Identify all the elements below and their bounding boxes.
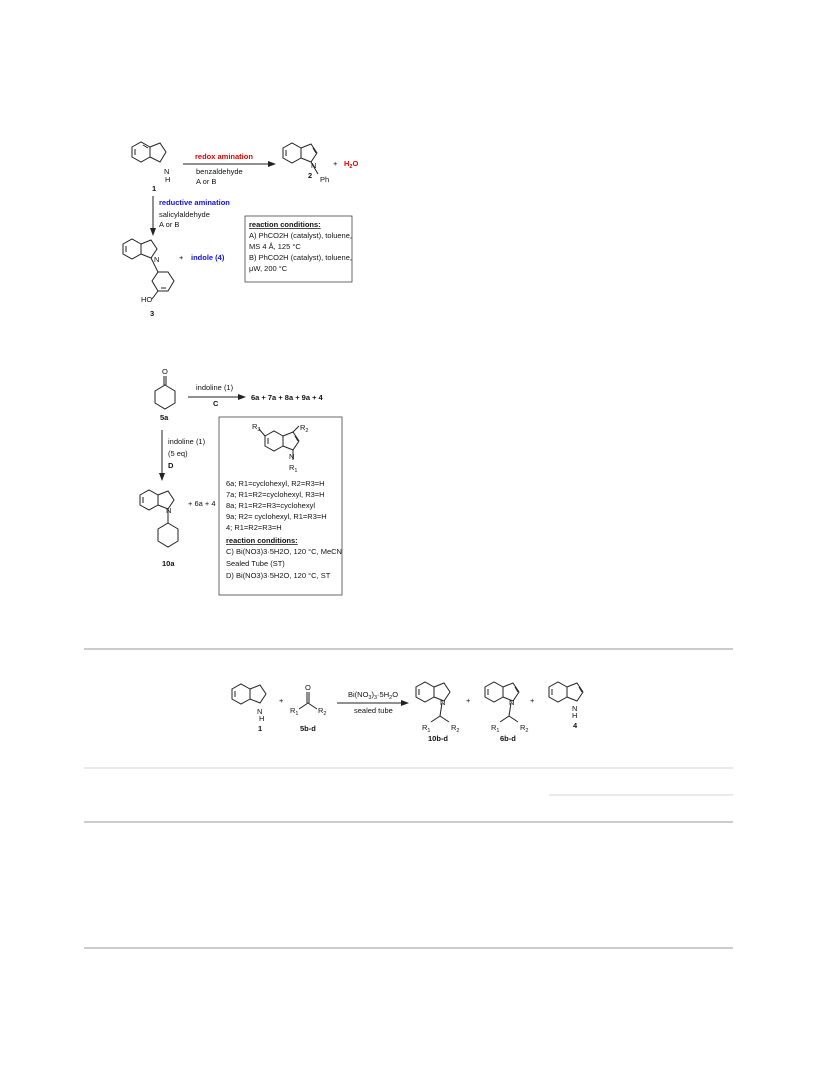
h-label-1: H <box>165 175 171 184</box>
scheme1 <box>123 142 358 318</box>
condition-d-line1: D) Bi(NO3)3·5H2O, 120 °C, ST <box>226 571 331 580</box>
arrow-c-bottom: C <box>213 399 219 408</box>
s3-r2-label: $R_2$ <box>318 706 327 717</box>
cyclohexanone-structure <box>155 376 175 409</box>
s3-condition: sealed tube <box>354 706 393 715</box>
indole-4-structure <box>549 682 583 702</box>
s3-o-label: O <box>305 683 311 692</box>
salicylaldehyde-label: salicylaldehyde <box>159 210 210 219</box>
ketone-o-label: O <box>162 367 168 376</box>
n-label-s3: N <box>257 707 263 716</box>
reductive-amination-label: reductive amination <box>159 198 230 207</box>
n-label-2: N <box>311 161 317 170</box>
arrow-d-line3: D <box>168 461 174 470</box>
s3-r1-label: $R_1$ <box>290 706 299 717</box>
compound-10a-label: 10a <box>162 559 175 568</box>
products-line-6a-4: 6a + 7a + 8a + 9a + 4 <box>251 393 323 402</box>
arrow-c-top: indoline (1) <box>196 383 234 392</box>
scheme2 <box>140 367 342 595</box>
def-7a: 7a; R1=R2=cyclohexyl, R3=H <box>226 490 325 499</box>
s3-plus3: + <box>530 696 535 705</box>
n-label-6bd: N <box>509 698 515 707</box>
s3-compound-4: 4 <box>573 721 578 730</box>
ho-label: HO <box>141 295 153 304</box>
compound-1-label: 1 <box>152 184 157 193</box>
indole-4-label: indole (4) <box>191 253 225 262</box>
plus-water: + <box>333 159 338 168</box>
def-4: 4; R1=R2=R3=H <box>226 523 282 532</box>
nh-label-1: N <box>164 167 170 176</box>
condition-b-line1: B) PhCO2H (catalyst), toluene, <box>249 253 352 262</box>
extra-products-10a: + 6a + 4 <box>188 499 216 508</box>
r3-label: $R_3$ <box>252 422 261 433</box>
s3-compound-1: 1 <box>258 724 263 733</box>
condition-a-line2: MS 4 Å, 125 °C <box>249 242 301 251</box>
conditions-title-2: reaction conditions: <box>226 536 298 545</box>
s3-r1-6bd: $R_1$ <box>491 723 500 734</box>
arrow-d-line2: (5 eq) <box>168 449 188 458</box>
s3-compound-5bd: 5b-d <box>300 724 316 733</box>
n-label-10bd: N <box>440 698 446 707</box>
compound-5a-label: 5a <box>160 413 169 422</box>
water-label: $H_2O$ <box>344 159 359 170</box>
compound-3-label: 3 <box>150 309 155 318</box>
n-label-3: N <box>154 255 160 264</box>
s3-r2-10bd: $R_2$ <box>451 723 460 734</box>
condition-c-line2: Sealed Tube (ST) <box>226 559 285 568</box>
n-label-box: N <box>289 452 295 461</box>
indoline-structure-3 <box>232 684 266 704</box>
s3-plus2: + <box>466 696 471 705</box>
h-label-s3: H <box>259 714 265 723</box>
condition-a-line1: A) PhCO2H (catalyst), toluene, <box>249 231 352 240</box>
r2-label: $R_2$ <box>300 423 309 434</box>
s3-compound-6bd: 6b-d <box>500 734 516 743</box>
s3-r2-6bd: $R_2$ <box>520 723 529 734</box>
h-label-4: H <box>572 711 578 720</box>
reductive-conditions-label: A or B <box>159 220 180 229</box>
indoline-structure <box>132 142 166 162</box>
compound-2-label: 2 <box>308 171 313 180</box>
redox-conditions-label: A or B <box>196 177 217 186</box>
scheme3-table <box>84 649 733 948</box>
benzaldehyde-label: benzaldehyde <box>196 167 243 176</box>
product-3-structure <box>123 239 174 299</box>
def-6a: 6a; R1=cyclohexyl, R2=R3=H <box>226 479 325 488</box>
s3-r1-10bd: $R_1$ <box>422 723 431 734</box>
s3-reagent: $Bi(NO_3)_3\cdot 5H_2O$ <box>348 690 399 701</box>
redox-amination-label: redox amination <box>195 152 253 161</box>
condition-b-line2: μW, 200 °C <box>249 264 288 273</box>
def-9a: 9a; R2= cyclohexyl, R1=R3=H <box>226 512 327 521</box>
arrow-d-line1: indoline (1) <box>168 437 206 446</box>
r1-label: $R_1$ <box>289 463 298 474</box>
condition-c-line1: C) Bi(NO3)3·5H2O, 120 °C, MeCN <box>226 547 342 556</box>
ketone-5bd-structure <box>299 692 317 709</box>
s3-compound-10bd: 10b-d <box>428 734 449 743</box>
n-label-4: N <box>572 704 578 713</box>
product-10a-structure <box>140 490 178 547</box>
ph-label: Ph <box>320 175 330 184</box>
def-8a: 8a; R1=R2=R3=cyclohexyl <box>226 501 316 510</box>
plus-indole: + <box>179 253 184 262</box>
s3-plus1: + <box>279 696 284 705</box>
conditions-title-1: reaction conditions: <box>249 220 321 229</box>
n-label-10a: N <box>166 506 172 515</box>
